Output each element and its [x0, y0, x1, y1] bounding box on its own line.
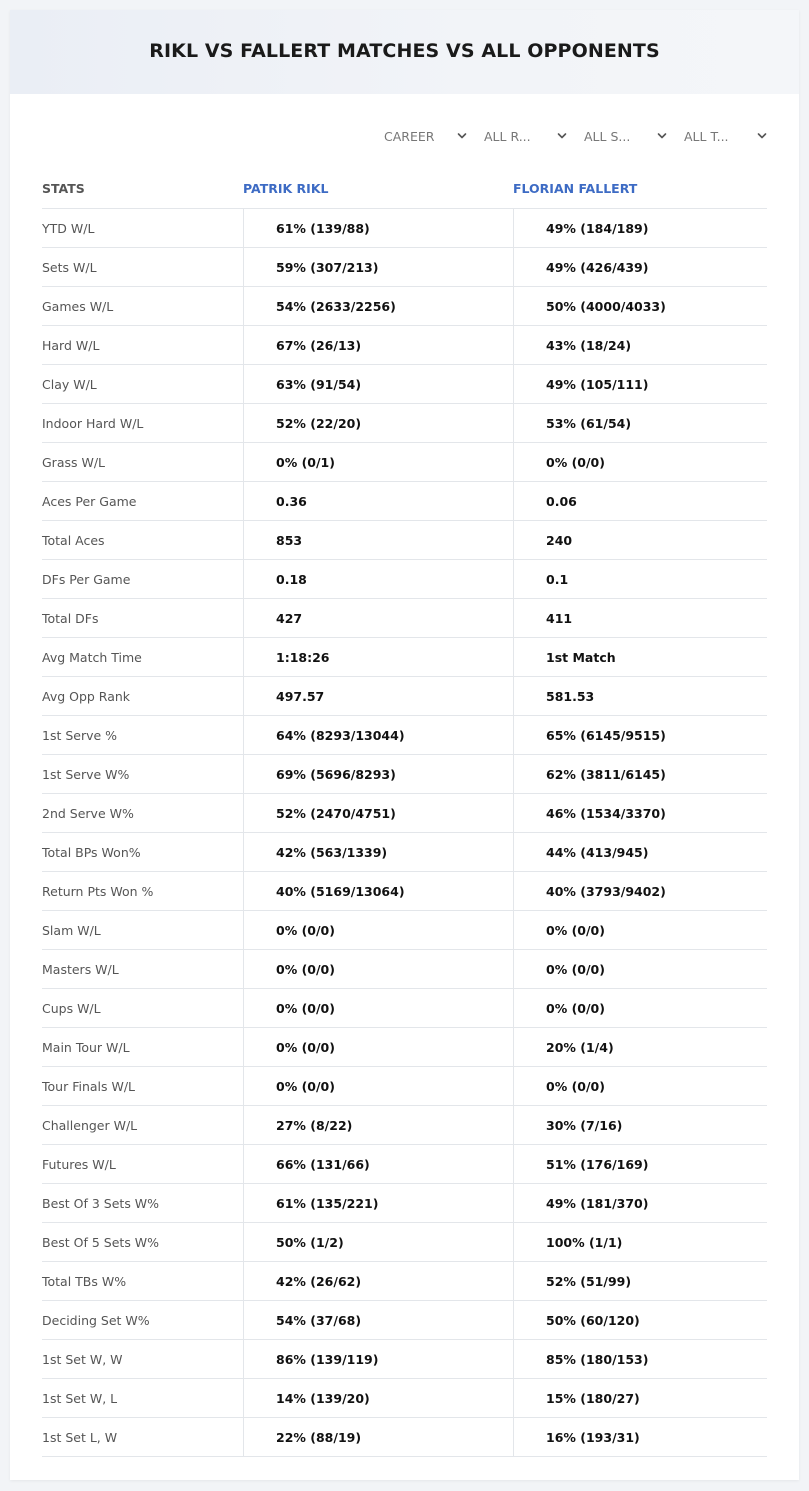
stat-label: Avg Match Time — [42, 649, 142, 665]
player1-value: 0.36 — [243, 482, 513, 520]
stat-label: 2nd Serve W% — [42, 805, 134, 821]
player1-value: 69% (5696/8293) — [243, 755, 513, 793]
stat-label: Total BPs Won% — [42, 844, 141, 860]
player1-value: 42% (26/62) — [243, 1262, 513, 1300]
table-row — [42, 1379, 767, 1418]
filter-dropdown-2[interactable] — [584, 125, 684, 147]
player1-value: 0% (0/0) — [243, 989, 513, 1027]
table-row — [42, 1418, 767, 1457]
table-row — [42, 1106, 767, 1145]
table-body — [42, 209, 767, 1457]
stat-label: Indoor Hard W/L — [42, 415, 144, 431]
chevron-down-icon — [757, 131, 767, 141]
player1-value: 0% (0/0) — [243, 950, 513, 988]
player1-value: 52% (2470/4751) — [243, 794, 513, 832]
player2-value: 0% (0/0) — [513, 911, 767, 949]
table-row — [42, 989, 767, 1028]
player1-value: 50% (1/2) — [243, 1223, 513, 1261]
chevron-down-icon — [457, 131, 467, 141]
table-row — [42, 1067, 767, 1106]
player1-value: 86% (139/119) — [243, 1340, 513, 1378]
player1-value: 52% (22/20) — [243, 404, 513, 442]
player1-value: 427 — [243, 599, 513, 637]
player1-value: 66% (131/66) — [243, 1145, 513, 1183]
stat-label: 1st Set W, L — [42, 1390, 118, 1406]
stat-label: Best Of 5 Sets W% — [42, 1234, 160, 1250]
player2-value: 0% (0/0) — [513, 443, 767, 481]
player2-value: 0% (0/0) — [513, 950, 767, 988]
stat-label: Cups W/L — [42, 1000, 101, 1016]
player2-value: 52% (51/99) — [513, 1262, 767, 1300]
player2-value: 0% (0/0) — [513, 989, 767, 1027]
stat-label: Aces Per Game — [42, 493, 137, 509]
stats-card — [10, 10, 799, 1480]
table-row — [42, 1184, 767, 1223]
player2-value: 50% (4000/4033) — [513, 287, 767, 325]
table-row — [42, 716, 767, 755]
table-row — [42, 599, 767, 638]
stat-label: Grass W/L — [42, 454, 106, 470]
filter-dropdown-0[interactable] — [384, 125, 484, 147]
player2-value: 49% (426/439) — [513, 248, 767, 286]
player2-value: 15% (180/27) — [513, 1379, 767, 1417]
player1-value: 61% (135/221) — [243, 1184, 513, 1222]
player2-value: 581.53 — [513, 677, 767, 715]
table-header — [42, 168, 767, 209]
player1-value: 42% (563/1339) — [243, 833, 513, 871]
player2-value: 50% (60/120) — [513, 1301, 767, 1339]
column-header-stats: STATS — [42, 180, 85, 196]
table-row — [42, 248, 767, 287]
stats-table — [42, 168, 767, 1457]
table-row — [42, 443, 767, 482]
stat-label: Total DFs — [42, 610, 99, 626]
stat-label: 1st Serve % — [42, 727, 118, 743]
stat-label: Total Aces — [42, 532, 105, 548]
stat-label: Sets W/L — [42, 259, 97, 275]
player2-value: 0.06 — [513, 482, 767, 520]
stat-label: 1st Set W, W — [42, 1351, 123, 1367]
player1-value: 1:18:26 — [243, 638, 513, 676]
stat-label: Return Pts Won % — [42, 883, 154, 899]
stat-label: YTD W/L — [42, 220, 95, 236]
player2-value: 411 — [513, 599, 767, 637]
player1-value: 0% (0/0) — [243, 1067, 513, 1105]
player1-value: 0% (0/0) — [243, 1028, 513, 1066]
player1-value: 497.57 — [243, 677, 513, 715]
player2-value: 49% (184/189) — [513, 209, 767, 247]
player2-value: 65% (6145/9515) — [513, 716, 767, 754]
stat-label: Games W/L — [42, 298, 114, 314]
stat-label: Futures W/L — [42, 1156, 116, 1172]
table-row — [42, 677, 767, 716]
table-row — [42, 521, 767, 560]
stat-label: Masters W/L — [42, 961, 119, 977]
player1-value: 61% (139/88) — [243, 209, 513, 247]
stat-label: Slam W/L — [42, 922, 101, 938]
player1-value: 54% (2633/2256) — [243, 287, 513, 325]
player2-value: 62% (3811/6145) — [513, 755, 767, 793]
chevron-down-icon — [557, 131, 567, 141]
table-row — [42, 911, 767, 950]
filter-dropdown-label: ALL S... — [584, 128, 631, 144]
player2-value: 30% (7/16) — [513, 1106, 767, 1144]
filter-dropdown-label: ALL R... — [484, 128, 531, 144]
player1-value: 40% (5169/13064) — [243, 872, 513, 910]
player1-value: 0% (0/0) — [243, 911, 513, 949]
column-header-player1[interactable]: PATRIK RIKL — [243, 180, 329, 196]
stat-label: 1st Serve W% — [42, 766, 130, 782]
player2-value: 0% (0/0) — [513, 1067, 767, 1105]
table-row — [42, 560, 767, 599]
stat-label: 1st Set L, W — [42, 1429, 118, 1445]
table-row — [42, 1223, 767, 1262]
player2-value: 0.1 — [513, 560, 767, 598]
table-row — [42, 872, 767, 911]
card-header — [10, 10, 799, 94]
filter-dropdown-label: CAREER — [384, 128, 435, 144]
player2-value: 16% (193/31) — [513, 1418, 767, 1456]
player2-value: 49% (181/370) — [513, 1184, 767, 1222]
table-row — [42, 482, 767, 521]
stat-label: Avg Opp Rank — [42, 688, 131, 704]
player1-value: 64% (8293/13044) — [243, 716, 513, 754]
table-row — [42, 1145, 767, 1184]
player2-value: 44% (413/945) — [513, 833, 767, 871]
filter-dropdown-3[interactable] — [684, 125, 784, 147]
player1-value: 27% (8/22) — [243, 1106, 513, 1144]
table-row — [42, 1028, 767, 1067]
filter-bar — [384, 125, 784, 147]
player2-value: 43% (18/24) — [513, 326, 767, 364]
table-row — [42, 326, 767, 365]
table-row — [42, 794, 767, 833]
player2-value: 53% (61/54) — [513, 404, 767, 442]
chevron-down-icon — [657, 131, 667, 141]
filter-dropdown-1[interactable] — [484, 125, 584, 147]
player2-value: 240 — [513, 521, 767, 559]
table-row — [42, 404, 767, 443]
stat-label: Challenger W/L — [42, 1117, 138, 1133]
player2-value: 85% (180/153) — [513, 1340, 767, 1378]
player1-value: 59% (307/213) — [243, 248, 513, 286]
player1-value: 14% (139/20) — [243, 1379, 513, 1417]
player2-value: 49% (105/111) — [513, 365, 767, 403]
player2-value: 40% (3793/9402) — [513, 872, 767, 910]
player2-value: 100% (1/1) — [513, 1223, 767, 1261]
stat-label: Tour Finals W/L — [42, 1078, 136, 1094]
page-title: RIKL VS FALLERT MATCHES VS ALL OPPONENTS — [149, 40, 660, 62]
player1-value: 67% (26/13) — [243, 326, 513, 364]
stat-label: Clay W/L — [42, 376, 97, 392]
player1-value: 0% (0/1) — [243, 443, 513, 481]
stat-label: Deciding Set W% — [42, 1312, 150, 1328]
stat-label: Main Tour W/L — [42, 1039, 130, 1055]
table-row — [42, 365, 767, 404]
player1-value: 853 — [243, 521, 513, 559]
table-row — [42, 287, 767, 326]
table-row — [42, 1301, 767, 1340]
stat-label: DFs Per Game — [42, 571, 131, 587]
table-row — [42, 950, 767, 989]
player2-value: 46% (1534/3370) — [513, 794, 767, 832]
player2-value: 51% (176/169) — [513, 1145, 767, 1183]
table-row — [42, 209, 767, 248]
table-row — [42, 1340, 767, 1379]
table-row — [42, 833, 767, 872]
stat-label: Best Of 3 Sets W% — [42, 1195, 160, 1211]
table-row — [42, 638, 767, 677]
player1-value: 63% (91/54) — [243, 365, 513, 403]
player1-value: 22% (88/19) — [243, 1418, 513, 1456]
table-row — [42, 1262, 767, 1301]
column-header-player2[interactable]: FLORIAN FALLERT — [513, 180, 638, 196]
player2-value: 1st Match — [513, 638, 767, 676]
player1-value: 0.18 — [243, 560, 513, 598]
table-row — [42, 755, 767, 794]
player1-value: 54% (37/68) — [243, 1301, 513, 1339]
stat-label: Total TBs W% — [42, 1273, 127, 1289]
player2-value: 20% (1/4) — [513, 1028, 767, 1066]
stat-label: Hard W/L — [42, 337, 100, 353]
filter-dropdown-label: ALL T... — [684, 128, 729, 144]
